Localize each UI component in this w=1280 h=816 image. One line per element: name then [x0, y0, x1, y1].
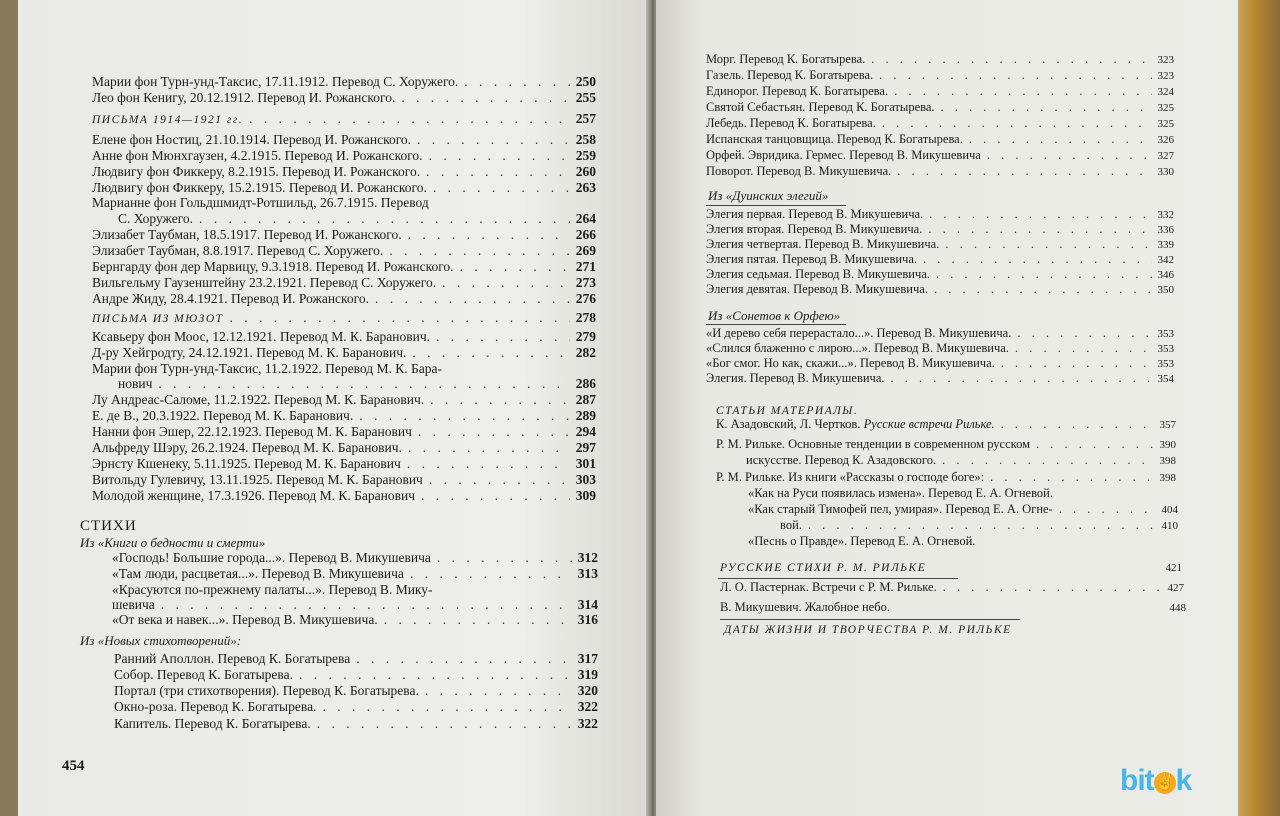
leader-dots	[458, 74, 569, 89]
entry-page: 342	[1157, 254, 1174, 266]
entry-title: Единорог. Перевод К. Богатырева.	[706, 84, 889, 98]
entry-page: 448	[1169, 602, 1186, 614]
entry-title: «Господь! Большие города...». Перевод В. Микушевича	[112, 550, 431, 565]
leader-dots	[1030, 437, 1153, 452]
entry-page: 289	[575, 408, 596, 423]
entry-page: 320	[577, 683, 598, 698]
section-title: ПИСЬМА 1914—1921 гг.	[92, 114, 244, 126]
toc-entry	[706, 282, 1174, 297]
entry-page: 255	[575, 90, 596, 105]
leader-dots	[316, 699, 571, 714]
entry-page: 319	[577, 667, 598, 682]
toc-entry	[746, 453, 1176, 468]
entry-title: Элегия первая. Перевод В. Микушевича.	[706, 207, 924, 221]
leader-dots	[873, 68, 1151, 83]
toc-entry	[92, 408, 596, 423]
entry-page: 264	[575, 211, 596, 226]
entry-page: 326	[1157, 134, 1174, 146]
entry-title: В. Микушевич. Жалобное небо.	[720, 600, 890, 614]
toc-entry	[780, 518, 1178, 533]
entry-title: Лу Андреас-Саломе, 11.2.1922. Перевод М. К. Баранович.	[92, 392, 425, 407]
toc-entry	[92, 440, 596, 455]
leader-dots	[423, 472, 570, 487]
entry-title: нович	[118, 376, 153, 391]
leader-dots	[243, 111, 570, 126]
entry-title: Элегия четвертая. Перевод В. Микушевича.	[706, 237, 940, 251]
entry-title: «И дерево себя перерастало...». Перевод В. Микушевича.	[706, 326, 1012, 340]
toc-entry	[92, 488, 596, 503]
entry-title: Собор. Перевод К. Богатырева.	[114, 667, 293, 682]
entry-title: Бернгарду фон дер Марвицу, 9.3.1918. Перевод И. Рожанского.	[92, 259, 454, 274]
entry-page: 259	[575, 148, 596, 163]
entry-page: 309	[575, 488, 596, 503]
leader-dots	[430, 329, 570, 344]
entry-page: 421	[1165, 562, 1182, 574]
leader-dots	[923, 207, 1151, 222]
toc-entry	[706, 267, 1174, 282]
leader-dots	[922, 222, 1151, 237]
leader-dots	[891, 164, 1151, 179]
leader-dots	[412, 424, 570, 439]
toc-entry	[92, 456, 596, 471]
leader-dots	[928, 282, 1152, 297]
entry-page: 354	[1157, 373, 1174, 385]
toc-entry	[706, 207, 1174, 222]
leader-dots	[406, 345, 569, 360]
toc-entry	[706, 164, 1174, 179]
leader-dots	[402, 227, 570, 242]
toc-entry	[720, 600, 1186, 615]
entry-page: 324	[1157, 86, 1174, 98]
leader-dots	[152, 376, 569, 391]
logo-badge-icon: ✌	[1154, 772, 1176, 794]
entry-page: 410	[1161, 520, 1178, 532]
leader-dots	[1011, 326, 1151, 341]
entry-title: Окно-роза. Перевод К. Богатырева.	[114, 699, 317, 714]
entry-title: Элизабет Таубман, 18.5.1917. Перевод И. Рожанского.	[92, 227, 402, 242]
leader-dots	[193, 211, 570, 226]
toc-entry	[114, 699, 598, 714]
leader-dots	[420, 164, 570, 179]
entry-title: Р. М. Рильке. Из книги «Рассказы о господе боге»:	[716, 470, 985, 484]
leader-dots	[876, 116, 1152, 131]
entry-title: шевича	[112, 597, 155, 612]
section-russian-poems	[720, 560, 1182, 575]
toc-entry	[92, 275, 596, 290]
entry-page: 327	[1157, 150, 1174, 162]
entry-title: Элегия седьмая. Перевод В. Микушевича.	[706, 267, 930, 281]
entry-title: Марии фон Турн-унд-Таксис, 17.11.1912. Перевод С. Хоружего.	[92, 74, 459, 89]
entry-page: 263	[575, 180, 596, 195]
leader-dots	[436, 275, 570, 290]
toc-entry	[748, 502, 1178, 517]
toc-entry	[92, 132, 596, 147]
entry-page: 317	[577, 651, 598, 666]
toc-entry	[706, 356, 1174, 371]
entry-page: 297	[575, 440, 596, 455]
leader-dots	[395, 90, 569, 105]
toc-entry	[92, 227, 596, 242]
entry-title: Людвигу фон Фиккеру, 15.2.1915. Перевод И. Рожанского.	[92, 180, 427, 195]
toc-entry-line: «Как на Руси появилась измена». Перевод Е. А. Огневой.	[748, 486, 1053, 500]
toc-entry-line: Марианне фон Гольдшмидт-Ротшильд, 26.7.1915. Перевод	[92, 195, 429, 210]
article-title: Русские встречи Рильке.	[863, 417, 995, 431]
toc-entry	[112, 566, 598, 581]
entry-page: 353	[1157, 358, 1174, 370]
section-heading-letters-1914	[92, 111, 596, 126]
toc-entry	[706, 371, 1174, 386]
entry-title: Елене фон Ностиц, 21.10.1914. Перевод И. Рожанского.	[92, 132, 412, 147]
entry-page: 330	[1157, 166, 1174, 178]
entry-page: 323	[1157, 70, 1174, 82]
leader-dots	[936, 453, 1153, 468]
toc-entry	[716, 417, 1176, 432]
leader-dots	[431, 550, 572, 565]
entry-title: Элегия вторая. Перевод В. Микушевича.	[706, 222, 923, 236]
entry-page: 279	[575, 329, 596, 344]
toc-entry	[92, 90, 596, 105]
heading-poems: СТИХИ	[80, 518, 137, 534]
page-number: 454	[62, 758, 85, 774]
watermark-logo	[1120, 764, 1191, 798]
book-cover-edge	[1238, 0, 1280, 816]
entry-title: Молодой женщине, 17.3.1926. Перевод М. К. Баранович	[92, 488, 415, 503]
toc-entry-line: Марии фон Турн-унд-Таксис, 11.2.1922. Перевод М. К. Бара-	[92, 361, 442, 376]
entry-page: 282	[575, 345, 596, 360]
leader-dots	[1009, 341, 1152, 356]
entry-title: Людвигу фон Фиккеру, 8.2.1915. Перевод И. Рожанского.	[92, 164, 421, 179]
entry-title: Л. О. Пастернак. Встречи с Р. М. Рильке.	[720, 580, 937, 594]
entry-page: 323	[1157, 54, 1174, 66]
entry-title: Витольду Гулевичу, 13.11.1925. Перевод М. К. Баранович	[92, 472, 423, 487]
toc-entry	[112, 550, 598, 565]
toc-entry	[716, 437, 1176, 452]
leader-dots	[423, 148, 570, 163]
entry-title: Ксавьеру фон Моос, 12.12.1921. Перевод М. К. Баранович.	[92, 329, 430, 344]
entry-page: 427	[1167, 582, 1184, 594]
leader-dots	[378, 612, 572, 627]
leader-dots	[1053, 502, 1156, 517]
divider	[706, 205, 846, 206]
entry-page: 258	[575, 132, 596, 147]
entry-title: С. Хоружего.	[118, 211, 194, 226]
article-authors: К. Азадовский, Л. Чертков.	[716, 417, 861, 431]
toc-entry	[706, 84, 1174, 99]
entry-title: Поворот. Перевод В. Микушевича.	[706, 164, 892, 178]
entry-title	[716, 417, 995, 432]
toc-entry	[706, 341, 1174, 356]
entry-page: 271	[575, 259, 596, 274]
toc-entry	[118, 376, 596, 391]
leader-dots	[404, 566, 572, 581]
section-new-poems: Из «Новых стихотворений»:	[80, 633, 242, 648]
logo-text-end: k	[1175, 764, 1192, 797]
toc-entry	[706, 68, 1174, 83]
toc-entry	[706, 100, 1174, 115]
toc-entry	[706, 52, 1174, 67]
leader-dots	[888, 84, 1151, 99]
toc-entry	[118, 211, 596, 226]
entry-title: «Как старый Тимофей пел, умирая». Перевод Е. А. Огне-	[748, 502, 1053, 516]
entry-title: «Там люди, расцветая...». Перевод В. Микушевича	[112, 566, 404, 581]
leader-dots	[411, 132, 570, 147]
entry-title: Портал (три стихотворения). Перевод К. Богатырева.	[114, 683, 419, 698]
entry-page: 278	[575, 310, 596, 325]
entry-page: 250	[575, 74, 596, 89]
section-dates: ДАТЫ ЖИЗНИ И ТВОРЧЕСТВА Р. М. РИЛЬКЕ	[724, 624, 1012, 636]
entry-page: 404	[1161, 504, 1178, 516]
toc-entry	[92, 164, 596, 179]
divider	[706, 324, 846, 325]
toc-entry	[706, 132, 1174, 147]
toc-entry	[92, 259, 596, 274]
section-duino-elegies: Из «Дуинских элегий»	[708, 188, 829, 203]
leader-dots	[427, 180, 570, 195]
entry-title: Нанни фон Эшер, 22.12.1923. Перевод М. К. Баранович	[92, 424, 412, 439]
divider	[720, 619, 1020, 620]
entry-page: 325	[1157, 118, 1174, 130]
entry-page: 390	[1159, 439, 1176, 451]
entry-page: 266	[575, 227, 596, 242]
toc-entry	[706, 326, 1174, 341]
toc-entry	[92, 472, 596, 487]
entry-page: 350	[1157, 284, 1174, 296]
leader-dots	[885, 371, 1152, 386]
entry-page: 273	[575, 275, 596, 290]
entry-page: 357	[1159, 419, 1176, 431]
divider	[718, 578, 958, 579]
entry-page: 313	[577, 566, 598, 581]
entry-page: 353	[1157, 343, 1174, 355]
leader-dots	[155, 597, 572, 612]
entry-title: Морг. Перевод К. Богатырева.	[706, 52, 866, 66]
toc-entry	[706, 237, 1174, 252]
entry-page: 322	[577, 699, 598, 714]
leader-dots	[995, 417, 1154, 432]
entry-title: Элегия девятая. Перевод В. Микушевича.	[706, 282, 928, 296]
leader-dots	[937, 580, 1162, 595]
toc-entry	[92, 74, 596, 89]
entry-page: 276	[575, 291, 596, 306]
entry-page: 325	[1157, 102, 1174, 114]
entry-title: Эрнсту Кшенеку, 5.11.1925. Перевод М. К. Баранович	[92, 456, 401, 471]
leader-dots	[930, 267, 1152, 282]
leader-dots	[995, 356, 1152, 371]
leader-dots	[415, 488, 570, 503]
entry-page: 346	[1157, 269, 1174, 281]
leader-dots	[419, 683, 572, 698]
toc-entry-line: «Песнь о Правде». Перевод Е. А. Огневой.	[748, 534, 976, 548]
entry-page: 301	[575, 456, 596, 471]
section-sonnets-orpheus: Из «Сонетов к Орфею»	[708, 308, 841, 323]
entry-page: 398	[1159, 472, 1176, 484]
entry-title: «От века и навек...». Перевод В. Микушевича.	[112, 612, 378, 627]
toc-entry	[112, 612, 598, 627]
toc-entry	[112, 597, 598, 612]
leader-dots	[865, 52, 1151, 67]
entry-title: Элизабет Таубман, 8.8.1917. Перевод С. Хоружего.	[92, 243, 384, 258]
toc-entry	[92, 180, 596, 195]
entry-title: Газель. Перевод К. Богатырева.	[706, 68, 874, 82]
leader-dots	[424, 392, 570, 407]
entry-title: Р. М. Рильке. Основные тенденции в современном русском	[716, 437, 1031, 451]
entry-title: Анне фон Мюнхгаузен, 4.2.1915. Перевод И. Рожанского.	[92, 148, 423, 163]
entry-title: вой.	[780, 518, 802, 532]
entry-title: Альфреду Шэру, 26.2.1924. Перевод М. К. Баранович.	[92, 440, 402, 455]
entry-page: 336	[1157, 224, 1174, 236]
toc-entry	[114, 683, 598, 698]
entry-page: 312	[577, 550, 598, 565]
entry-title: Е. де В., 20.3.1922. Перевод М. К. Баранович.	[92, 408, 354, 423]
toc-entry	[92, 329, 596, 344]
entry-page: 398	[1159, 455, 1176, 467]
entry-page: 287	[575, 392, 596, 407]
toc-entry	[706, 148, 1174, 163]
leader-dots	[939, 237, 1151, 252]
toc-entry	[114, 716, 598, 731]
entry-page: 269	[575, 243, 596, 258]
entry-title: «Бог смог. Но как, скажи...». Перевод В. Микушевича.	[706, 356, 995, 370]
leader-dots	[984, 470, 1153, 485]
toc-entry	[92, 148, 596, 163]
entry-page: 260	[575, 164, 596, 179]
section-title: ПИСЬМА ИЗ МЮЗОТ	[92, 313, 224, 325]
leader-dots	[981, 148, 1152, 163]
toc-entry	[114, 651, 598, 666]
entry-page: 316	[577, 612, 598, 627]
entry-title: Д-ру Хейгродту, 24.12.1921. Перевод М. К. Баранович.	[92, 345, 407, 360]
entry-page: 339	[1157, 239, 1174, 251]
toc-entry	[706, 252, 1174, 267]
entry-page: 286	[575, 376, 596, 391]
entry-title: Лебедь. Перевод К. Богатырева.	[706, 116, 876, 130]
entry-title: искусстве. Перевод К. Азадовского.	[746, 453, 937, 467]
toc-entry	[716, 470, 1176, 485]
section-heading-letters-muzot	[92, 310, 596, 325]
entry-title: Святой Себастьян. Перевод К. Богатырева.	[706, 100, 935, 114]
leader-dots	[369, 291, 570, 306]
entry-page: 303	[575, 472, 596, 487]
section-book-poverty: Из «Книги о бедности и смерти»	[80, 535, 266, 550]
entry-title: Вильгельму Гаузенштейну 23.2.1921. Перевод С. Хоружего.	[92, 275, 437, 290]
toc-entry	[92, 291, 596, 306]
leader-dots	[311, 716, 572, 731]
leader-dots	[401, 456, 570, 471]
entry-title: Андре Жиду, 28.4.1921. Перевод И. Рожанского.	[92, 291, 369, 306]
entry-title: Ранний Аполлон. Перевод К. Богатырева	[114, 651, 351, 666]
entry-title: Испанская танцовщица. Перевод К. Богатырева.	[706, 132, 963, 146]
leader-dots	[402, 440, 570, 455]
entry-title: Капитель. Перевод К. Богатырева.	[114, 716, 311, 731]
logo-text: bit	[1120, 764, 1154, 797]
toc-entry	[706, 116, 1174, 131]
entry-title: Элегия. Перевод В. Микушевича.	[706, 371, 885, 385]
entry-title: Орфей. Эвридика. Гермес. Перевод В. Микушевича	[706, 148, 981, 162]
entry-page: 322	[577, 716, 598, 731]
toc-entry-line: «Красуются по-прежнему палаты...». Перевод В. Мику-	[112, 582, 433, 597]
leader-dots	[353, 408, 570, 423]
entry-page: 353	[1157, 328, 1174, 340]
leader-dots	[454, 259, 570, 274]
toc-entry	[92, 345, 596, 360]
toc-entry	[92, 392, 596, 407]
entry-page: 257	[575, 111, 596, 126]
entry-title: Лео фон Кенигу, 20.12.1912. Перевод И. Рожанского.	[92, 90, 396, 105]
toc-entry	[706, 222, 1174, 237]
section-title: РУССКИЕ СТИХИ Р. М. РИЛЬКЕ	[720, 562, 927, 574]
leader-dots	[383, 243, 569, 258]
toc-entry	[720, 580, 1184, 595]
toc-entry	[114, 667, 598, 682]
section-articles: СТАТЬИ МАТЕРИАЛЫ.	[716, 405, 859, 417]
leader-dots	[350, 651, 572, 666]
leader-dots	[935, 100, 1152, 115]
leader-dots	[917, 252, 1152, 267]
entry-page: 332	[1157, 209, 1174, 221]
entry-title: «Слился блаженно с лирою...». Перевод В. Микушевича.	[706, 341, 1009, 355]
leader-dots	[802, 518, 1156, 533]
leader-dots	[293, 667, 572, 682]
entry-title: Элегия пятая. Перевод В. Микушевича.	[706, 252, 917, 266]
entry-page: 294	[575, 424, 596, 439]
entry-page: 314	[577, 597, 598, 612]
leader-dots	[963, 132, 1152, 147]
toc-entry	[92, 243, 596, 258]
toc-entry	[92, 424, 596, 439]
leader-dots	[224, 310, 570, 325]
